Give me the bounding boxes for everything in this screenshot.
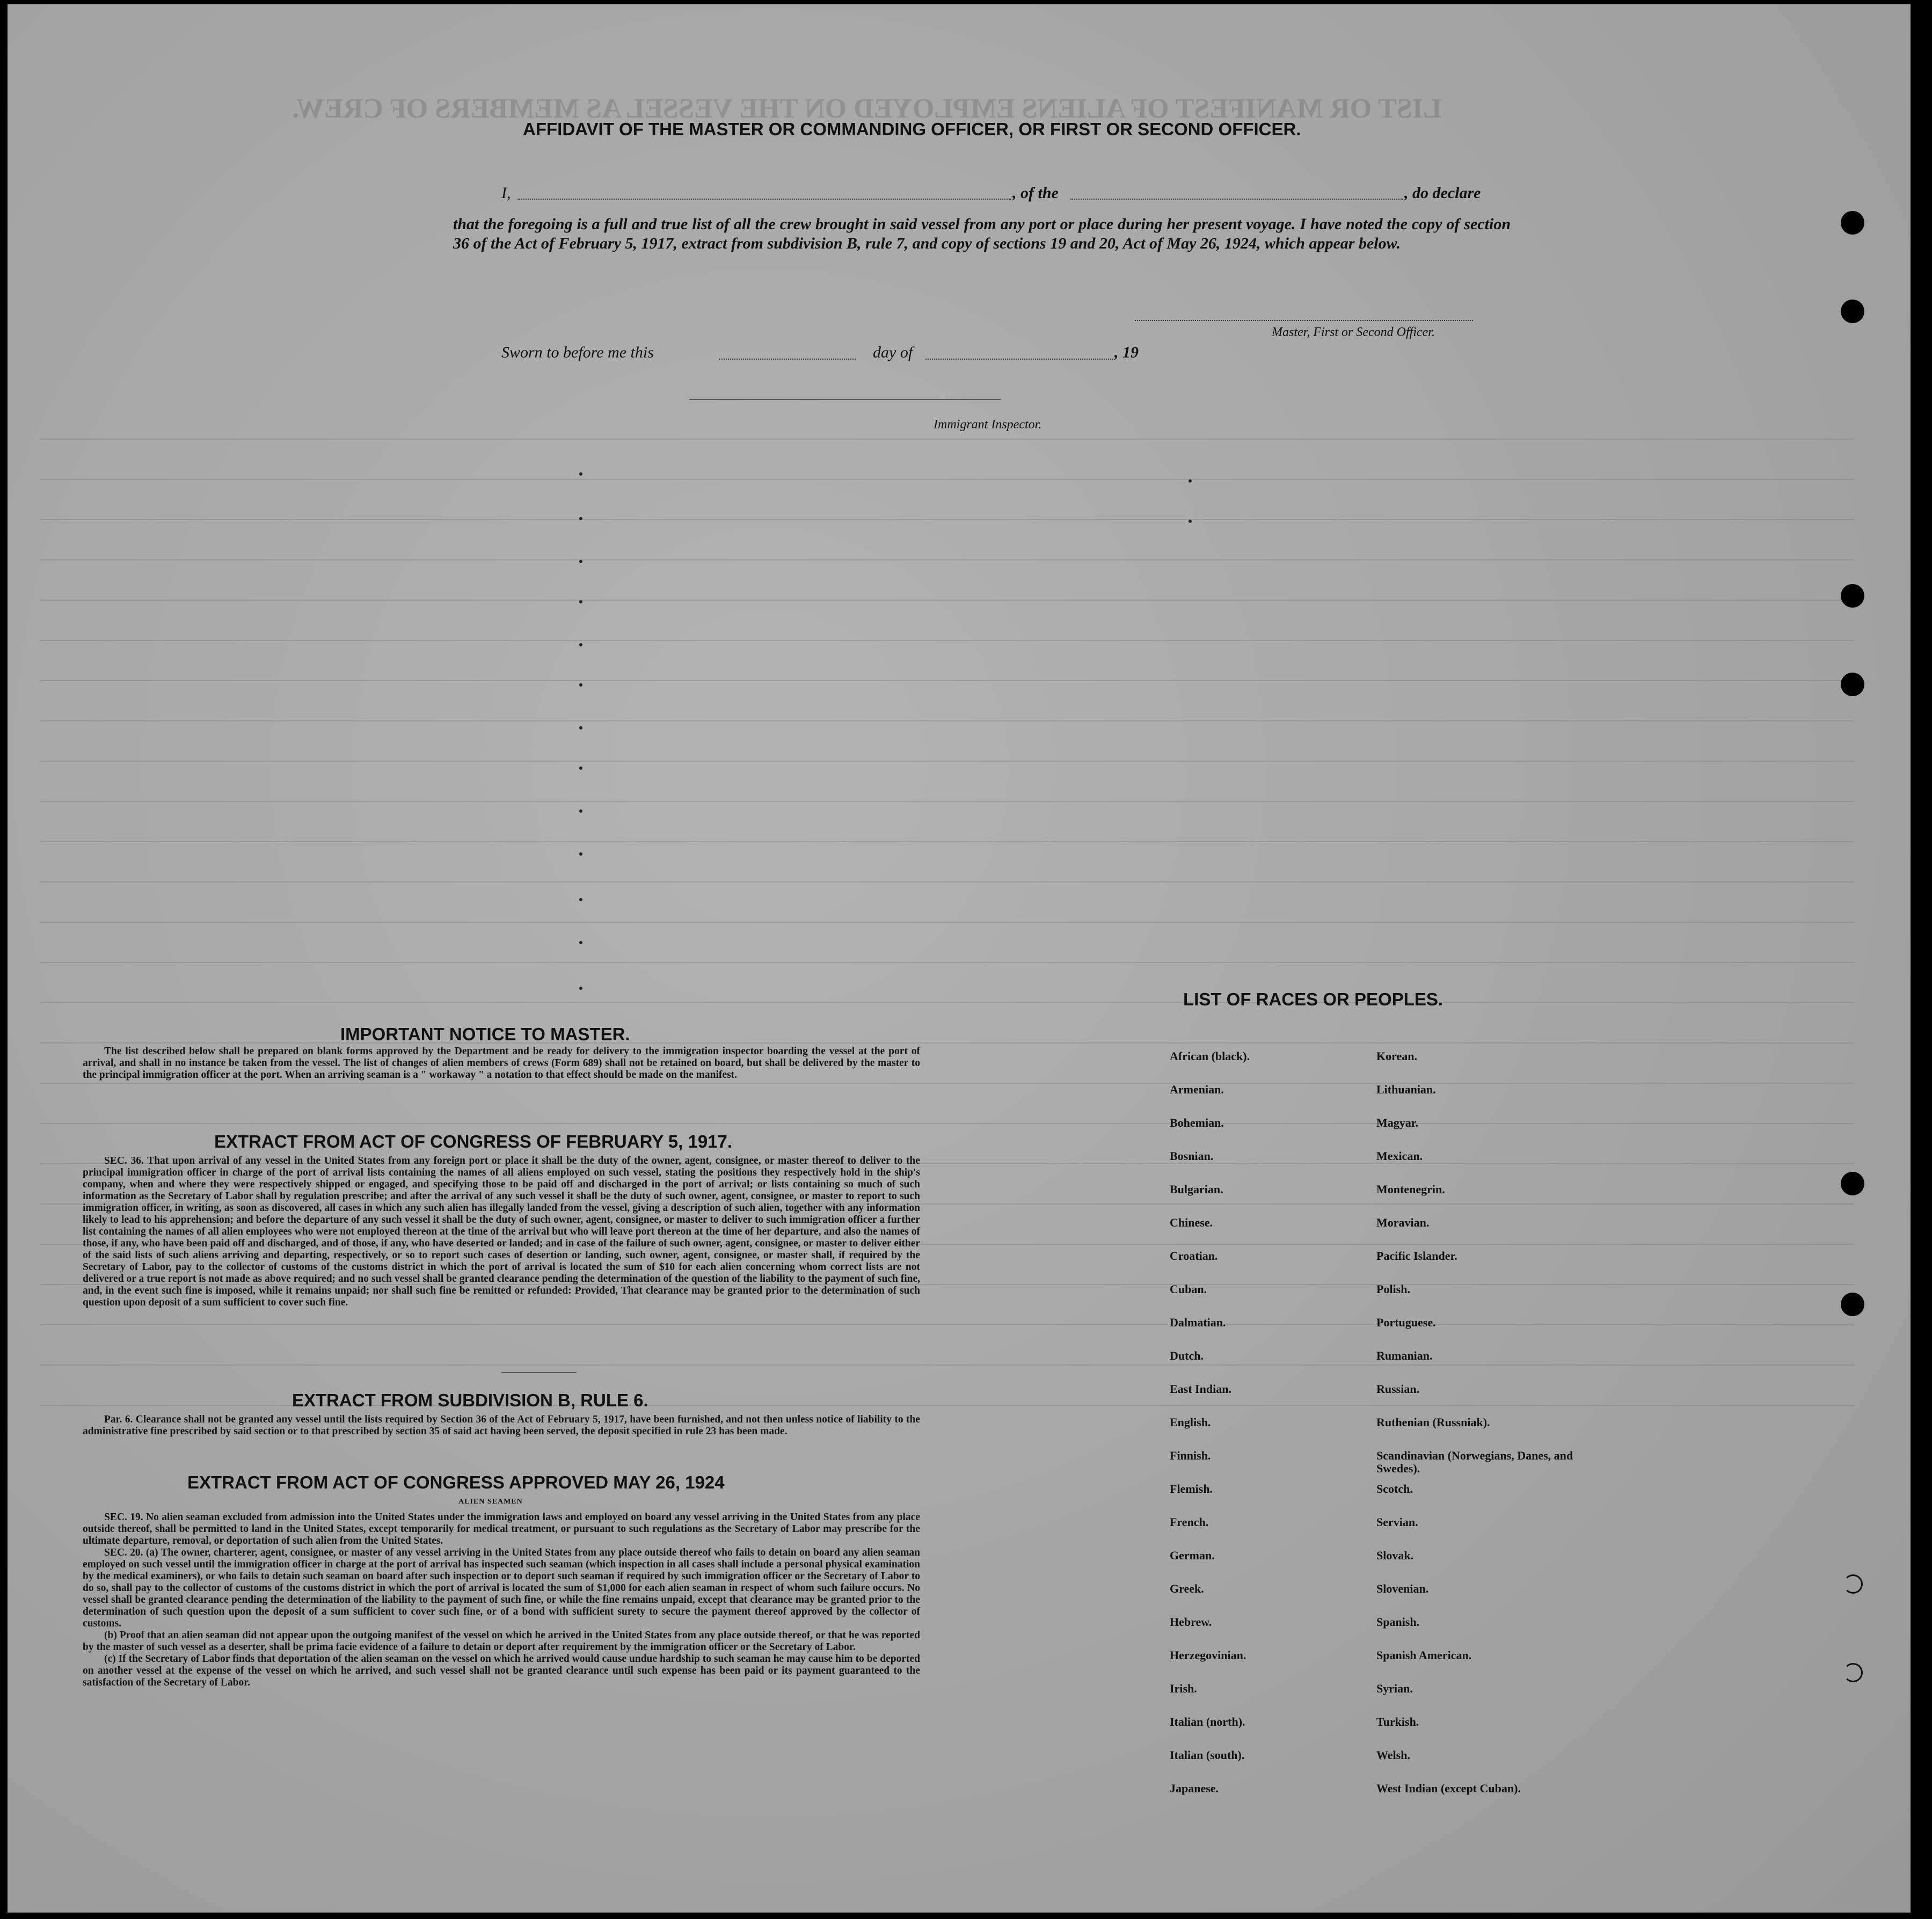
vessel-blank-line[interactable]	[1070, 199, 1403, 200]
punch-hole	[1841, 584, 1864, 608]
extract-1917-body	[83, 1155, 920, 1309]
race-list-item: Spanish American.	[1376, 1648, 1472, 1662]
race-list-item: Hebrew.	[1170, 1615, 1212, 1629]
race-list-item: Slovak.	[1376, 1549, 1414, 1562]
race-list-item: Ruthenian (Russniak).	[1376, 1415, 1490, 1429]
race-list-item: Korean.	[1376, 1049, 1417, 1063]
stray-mark	[579, 517, 582, 520]
sec-19-paragraph: SEC. 19. No alien seaman excluded from admission into the United States under the immigration laws and employed on board any vessel arriving in the United States from any place outside thereof, shall be permitted to land in the United States, except temporarily for medical treatment, or pursuant to such regulations as the Secretary of Labor may prescribe for the ultimate departure, removal, or deportation of such alien from the United States.	[83, 1512, 920, 1546]
year-label: , 19	[1114, 344, 1139, 361]
bleed-through-title: LIST OR MANIFEST OF ALIENS EMPLOYED ON THE VESSEL AS MEMBERS OF CREW.	[292, 93, 1442, 124]
race-list-item: Flemish.	[1170, 1482, 1213, 1495]
race-list-item: Welsh.	[1376, 1748, 1410, 1762]
race-list-item: Scotch.	[1376, 1482, 1413, 1495]
inspector-signature-label: Immigrant Inspector.	[934, 418, 1042, 432]
extract-1917-heading: EXTRACT FROM ACT OF CONGRESS OF FEBRUARY 5, 1917.	[214, 1132, 733, 1151]
punch-hole	[1841, 1172, 1864, 1195]
punch-hole-partial	[1843, 1574, 1863, 1594]
affidavit-i-label: I,	[501, 184, 511, 202]
race-list-item: Russian.	[1376, 1382, 1420, 1396]
race-list-item: East Indian.	[1170, 1382, 1231, 1396]
race-list-item: German.	[1170, 1549, 1215, 1562]
race-list-item: Lithuanian.	[1376, 1083, 1436, 1096]
stray-mark	[579, 852, 582, 856]
extract-1924-body	[83, 1512, 920, 1689]
stray-mark	[579, 726, 582, 729]
section-36-paragraph: SEC. 36. That upon arrival of any vessel in the United States from any foreign port or place it shall be the duty of the owner, agent, consignee, or master thereof to deliver to the principal immigration officer in charge of the port of arrival lists containing the names of all aliens employed on such vessel, stating the positions they respectively hold in the ship's company, when and where they were respectively shipped or engaged, and specifying those to be paid off and discharged in the port of arrival; or lists containing so much of such information as the Secretary of Labor shall by regulation prescribe; and after the arrival of any such vessel it shall be the duty of such owner, agent, consignee, or master to report to such immigration officer, in writing, as soon as discovered, all cases in which any such alien has illegally landed from the vessel, giving a description of such alien, together with any information likely to lead to his apprehension; and before the departure of any such vessel it shall be the duty of such owner, agent, consignee, or master to deliver to such immigration officer a further list containing the names of all alien employees who were not employed thereon at the time of the arrival but who will leave port thereon at the time of her departure, and also the names of those, if any, who have been paid off and discharged, and of those, if any, who have deserted or landed; and in case of the failure of such owner, agent, consignee, or master to deliver either of the said lists of such aliens arriving and departing, respectively, or so to report such cases of desertion or landing, such owner, agent, consignee, or master shall, if required by the Secretary of Labor, pay to the collector of customs of the customs district in which the port of arrival is located the sum of $10 for each alien concerning whom correct lists are not delivered or a true report is not made as above required; and no such vessel shall be granted clearance pending the determination of the question of the liability to the payment of such fine, and, in the event such fine is imposed, while it remains unpaid; nor shall such fine be remitted or refunded: Provided, That clearance may be granted prior to the determination of such question upon deposit of a sum sufficient to cover such fine.	[83, 1155, 920, 1308]
race-list-item: Armenian.	[1170, 1083, 1224, 1096]
race-list-item: West Indian (except Cuban).	[1376, 1782, 1521, 1795]
race-list-item: Dalmatian.	[1170, 1316, 1226, 1329]
sec-20a-paragraph: SEC. 20. (a) The owner, charterer, agent, consignee, or master of any vessel arriving in the United States from any place outside thereof who fails to detain on board any alien seaman employed on such vessel until the immigration officer in charge at the port of arrival has inspected such seaman (which inspection in all cases shall include a personal physical examination by the medical examiners), or who fails to detain such seaman on board after such inspection or to deport such seaman if required by such immigration officer or the Secretary of Labor to do so, shall pay to the collector of customs of the customs district in which the port of arrival is located the sum of $1,000 for each alien seaman in respect of whom such failure occurs. No vessel shall be granted clearance pending the determination of the liability to the payment of such fine, or while the fine remains unpaid, except that clearance may be granted prior to the determination of such question upon the deposit of a sum sufficient to cover such fine, or of a bond with sufficient surety to secure the payment thereof approved by the collector of customs.	[83, 1547, 920, 1629]
race-list-item: Bosnian.	[1170, 1149, 1214, 1163]
extract-1924-heading: EXTRACT FROM ACT OF CONGRESS APPROVED MAY 26, 1924	[187, 1472, 725, 1492]
sec-20b-paragraph: (b) Proof that an alien seaman did not appear upon the outgoing manifest of the vessel on which he arrived in the United States from any place outside thereof, or that he was reported by the master of such vessel as a deserter, shall be prima facie evidence of a failure to detain or deport after requirement by the immigration officer or the Secretary of Labor.	[83, 1630, 920, 1653]
race-list-item: Rumanian.	[1376, 1349, 1433, 1362]
race-list-item: African (black).	[1170, 1049, 1250, 1063]
stray-mark	[579, 683, 582, 687]
day-of-label: day of	[873, 344, 913, 361]
races-column-1	[1170, 1050, 1347, 1815]
stray-mark	[579, 898, 582, 901]
race-list-item: Dutch.	[1170, 1349, 1204, 1362]
race-list-item: Syrian.	[1376, 1682, 1413, 1695]
affidavit-of-the-label: , of the	[1012, 184, 1059, 202]
race-list-item: Magyar.	[1376, 1116, 1419, 1129]
subdivision-b-body	[83, 1414, 920, 1438]
stray-mark	[579, 941, 582, 944]
race-list-item: Turkish.	[1376, 1715, 1419, 1728]
race-list-item: Finnish.	[1170, 1449, 1211, 1462]
punch-hole	[1841, 673, 1864, 696]
punch-hole	[1841, 300, 1864, 323]
master-signature-label: Master, First or Second Officer.	[1272, 325, 1435, 339]
race-list-item: Irish.	[1170, 1682, 1197, 1695]
race-list-item: Chinese.	[1170, 1216, 1213, 1229]
sworn-label: Sworn to before me this	[501, 344, 654, 361]
alien-seamen-subheading: ALIEN SEAMEN	[458, 1498, 523, 1506]
race-list-item: Montenegrin.	[1376, 1183, 1445, 1196]
race-list-item: Mexican.	[1376, 1149, 1423, 1163]
subdivision-b-heading: EXTRACT FROM SUBDIVISION B, RULE 6.	[292, 1390, 648, 1410]
race-list-item: Moravian.	[1376, 1216, 1430, 1229]
stray-mark	[579, 472, 582, 476]
race-list-item: Herzegovinian.	[1170, 1648, 1246, 1662]
notice-paragraph: The list described below shall be prepared on blank forms approved by the Department and be ready for delivery to the immigration inspector boarding the vessel at the port of arrival, and shall in no instance be taken from the vessel. The list of changes of alien members of crews (Form 689) shall not be retained on board, but shall be delivered by the master to the principal immigration officer at the port. When an arriving seaman is a " workaway " a notation to that effect should be made on the manifest.	[83, 1046, 920, 1081]
name-blank-line[interactable]	[517, 199, 1011, 200]
punch-hole	[1841, 211, 1864, 235]
race-list-item: Italian (south).	[1170, 1748, 1245, 1762]
master-signature-line[interactable]	[1135, 320, 1473, 321]
punch-hole-partial	[1843, 1663, 1863, 1682]
race-list-item: Polish.	[1376, 1282, 1410, 1296]
stray-mark	[579, 987, 582, 990]
stray-mark	[579, 600, 582, 603]
notice-heading: IMPORTANT NOTICE TO MASTER.	[340, 1024, 630, 1044]
stray-mark	[579, 809, 582, 813]
race-list-item: Greek.	[1170, 1582, 1204, 1595]
race-list-item: Scandinavian (Norwegians, Danes, and Swedes).	[1376, 1449, 1573, 1475]
race-list-item: Portuguese.	[1376, 1316, 1436, 1329]
sworn-day-blank-line[interactable]	[719, 359, 856, 360]
races-heading: LIST OF RACES OR PEOPLES.	[1183, 989, 1443, 1009]
race-list-item: French.	[1170, 1515, 1209, 1529]
race-list-item: Bohemian.	[1170, 1116, 1224, 1129]
race-list-item: Cuban.	[1170, 1282, 1207, 1296]
stray-mark	[1189, 479, 1192, 483]
par-6-paragraph: Par. 6. Clearance shall not be granted any vessel until the lists required by Section 36 of the Act of February 5, 1917, have been furnished, and not then unless notice of liability to the administrative fine prescribed by said section or to that prescribed by section 35 of said act having been served, the deposit specified in rule 23 has been made.	[83, 1414, 920, 1437]
sworn-month-blank-line[interactable]	[925, 359, 1113, 360]
stray-mark	[579, 767, 582, 770]
affidavit-heading: AFFIDAVIT OF THE MASTER OR COMMANDING OFFICER, OR FIRST OR SECOND OFFICER.	[523, 119, 1301, 139]
document-sheet	[8, 4, 1911, 1913]
divider-rule	[501, 1372, 577, 1373]
affidavit-body: that the foregoing is a full and true list of all the crew brought in said vessel from any port or place during her present voyage. I have noted the copy of section 36 of the Act of February 5, 1917, extract from subdivision B, rule 7, and copy of sections 19 and 20, Act of May 26, 1924, which appear below.	[453, 215, 1511, 252]
race-list-item: Pacific Islander.	[1376, 1249, 1457, 1263]
race-list-item: English.	[1170, 1415, 1211, 1429]
stray-mark	[579, 560, 582, 563]
stray-mark	[1189, 520, 1192, 523]
inspector-signature-line[interactable]	[689, 399, 1001, 400]
races-column-2	[1376, 1050, 1602, 1815]
stray-mark	[579, 643, 582, 646]
race-list-item: Servian.	[1376, 1515, 1418, 1529]
race-list-item: Croatian.	[1170, 1249, 1218, 1263]
race-list-item: Japanese.	[1170, 1782, 1219, 1795]
notice-body	[83, 1046, 920, 1081]
sec-20c-paragraph: (c) If the Secretary of Labor finds that deportation of the alien seaman on the vessel on which he arrived would cause undue hardship to such seaman he may cause him to be deported on another vessel at the expense of the vessel on which he arrived, and such vessel shall not be granted clearance until such expense has been paid or its payment guaranteed to the satisfaction of the Secretary of Labor.	[83, 1653, 920, 1688]
punch-hole	[1841, 1293, 1864, 1316]
race-list-item: Spanish.	[1376, 1615, 1420, 1629]
race-list-item: Italian (north).	[1170, 1715, 1245, 1728]
affidavit-declare-label: , do declare	[1404, 184, 1481, 202]
race-list-item: Bulgarian.	[1170, 1183, 1223, 1196]
race-list-item: Slovenian.	[1376, 1582, 1429, 1595]
